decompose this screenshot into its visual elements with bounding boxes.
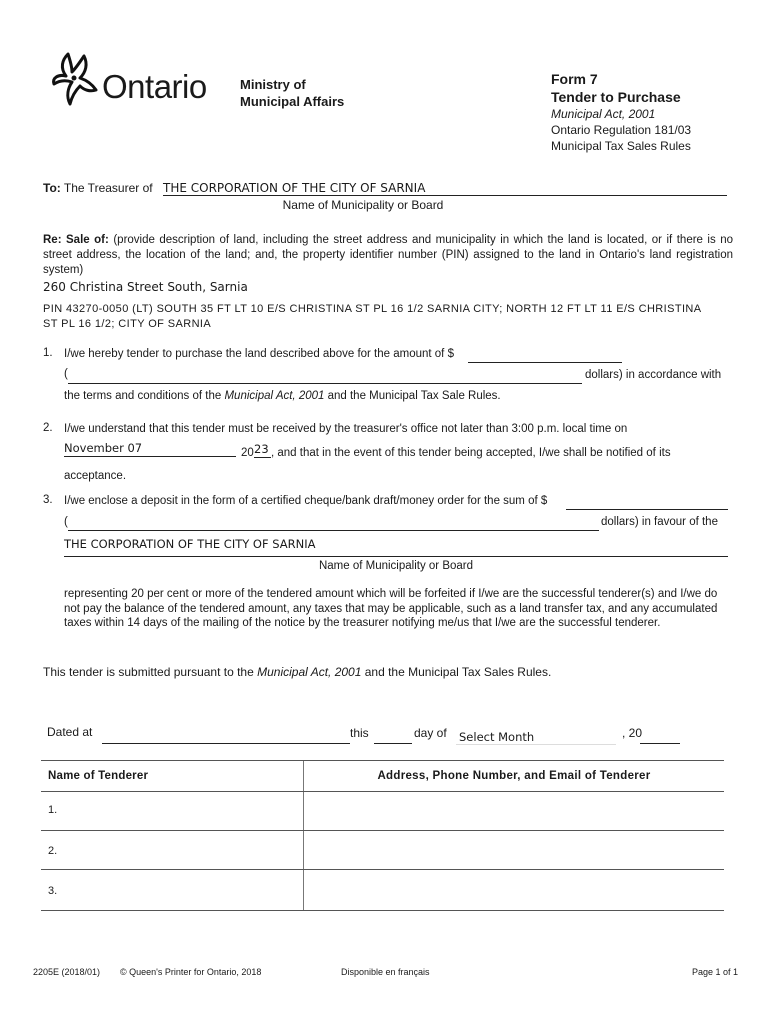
act-name: Municipal Act, 2001 [551,107,656,121]
footer-french-link[interactable]: Disponible en français [341,967,430,977]
ministry-name [240,76,344,110]
to-line [43,181,153,195]
row-number: 1. [48,804,58,816]
rules: Municipal Tax Sales Rules [551,139,691,153]
month-select-value: Select Month [459,730,535,744]
header-address: Address, Phone Number, and Email of Tenderer [303,761,724,791]
month-select[interactable] [456,726,616,745]
header-name: Name of Tenderer [48,770,149,782]
tenderer-table [41,760,724,911]
deposit-amount-words-input[interactable] [68,514,599,531]
item-2-after: , and that in the event of this tender being accepted, I/we shall be notified of its [271,447,671,459]
ontario-logo [50,50,230,110]
pin-description[interactable]: PIN 43270-0050 (LT) SOUTH 35 FT LT 10 E/S CHRISTINA ST PL 16 1/2 SARNIA CITY; NORTH 12 FT LT 11 E/S CHRISTINA ST PL 16 1/2; CITY OF SARNIA [43,303,701,330]
form-heading [551,70,691,154]
item-3-text: I/we enclose a deposit in the form of a certified cheque/bank draft/money order for the sum of $ [64,495,548,507]
tender-amount-words-input[interactable] [68,367,582,384]
payee-caption: Name of Municipality or Board [318,560,474,572]
this-label: this [350,726,369,740]
deadline-year-field[interactable]: 23 [254,442,271,458]
deposit-amount-input[interactable] [566,493,728,510]
land-address[interactable]: 260 Christina Street South, Sarnia [43,280,248,294]
dated-year-input[interactable] [640,727,680,744]
item-1-paren: ( [64,368,68,380]
form-title: Tender to Purchase [551,89,681,105]
item-1-after: dollars) in accordance with [585,369,722,381]
re-instruction-text: (provide description of land, including the street address and municipality in which the land is located, or if there is no street address, the location of the land; and, the property identifier number (PIN) assigned to the land in Ontario's land registration system) [43,234,734,276]
to-prefix: The Treasurer of [63,181,153,195]
year-label: , 20 [622,726,643,740]
table-header [41,760,724,792]
item-1-text: I/we hereby tender to purchase the land described above for the amount of $ [64,348,454,360]
ministry-line-2: Municipal Affairs [240,94,345,109]
item-3-paren: ( [64,516,68,528]
dated-place-input[interactable] [102,727,350,744]
re-label: Re: Sale of: [43,234,109,246]
trillium-icon [50,50,106,108]
municipality-caption: Name of Municipality or Board [282,198,444,212]
dated-label: Dated at [47,725,93,739]
item-1-terms-pre: the terms and conditions of the [64,390,225,402]
ministry-line-1: Ministry of [240,77,306,92]
table-row [41,870,724,911]
tenderer-address-cell[interactable] [303,792,724,830]
item-1-terms-post: and the Municipal Tax Sale Rules. [324,390,501,402]
submission-act: Municipal Act, 2001 [257,665,362,679]
to-label: To: [43,181,61,195]
day-of-label: day of [414,726,447,740]
item-3-number: 3. [43,494,53,506]
item-3-after: dollars) in favour of the [601,516,718,528]
tenderer-address-cell[interactable] [303,831,724,869]
payee-field[interactable]: THE CORPORATION OF THE CITY OF SARNIA [64,537,728,557]
tenderer-address-cell[interactable] [303,870,724,910]
tender-amount-input[interactable] [468,346,622,363]
deadline-year-prefix: 20 [241,447,254,459]
submission-statement [43,665,551,679]
row-number: 3. [48,885,58,897]
item-2-acceptance: acceptance. [64,470,127,482]
submission-pre: This tender is submitted pursuant to the [43,665,258,679]
tenderer-name-cell[interactable] [41,792,303,830]
day-input[interactable] [374,727,412,744]
deadline-date-field[interactable]: November 07 [64,441,236,457]
re-instruction [43,233,733,278]
municipality-field[interactable]: THE CORPORATION OF THE CITY OF SARNIA [163,181,727,196]
item-1-number: 1. [43,347,53,359]
form-number: Form 7 [551,71,598,87]
table-row [41,831,724,870]
submission-post: and the Municipal Tax Sales Rules. [361,665,552,679]
table-row [41,792,724,831]
footer-form-id: 2205E (2018/01) [33,967,101,977]
item-1-terms [64,390,501,402]
item-2-text: I/we understand that this tender must be received by the treasurer's office not later than 3:00 p.m. local time on [64,423,628,435]
footer-page: Page 1 of 1 [692,967,739,977]
regulation: Ontario Regulation 181/03 [551,123,692,137]
row-number: 2. [48,845,58,857]
tenderer-name-cell[interactable] [41,870,303,910]
item-2-number: 2. [43,422,53,434]
footer-copyright: © Queen's Printer for Ontario, 2018 [120,967,262,977]
ontario-wordmark: Ontario [102,68,207,105]
tenderer-name-cell[interactable] [41,831,303,869]
item-1-terms-act: Municipal Act, 2001 [224,390,325,402]
forfeit-paragraph: representing 20 per cent or more of the tendered amount which will be forfeited if I/we are the successful tenderer(s) and I/we do not pay the balance of the tendered amount, any taxes that may be applicable, such as a land transfer tax, and any accumulated taxes within 14 days of the mailing of the notice by the treasurer notifying me/us that I/we are the successful tenderer. [64,588,718,629]
